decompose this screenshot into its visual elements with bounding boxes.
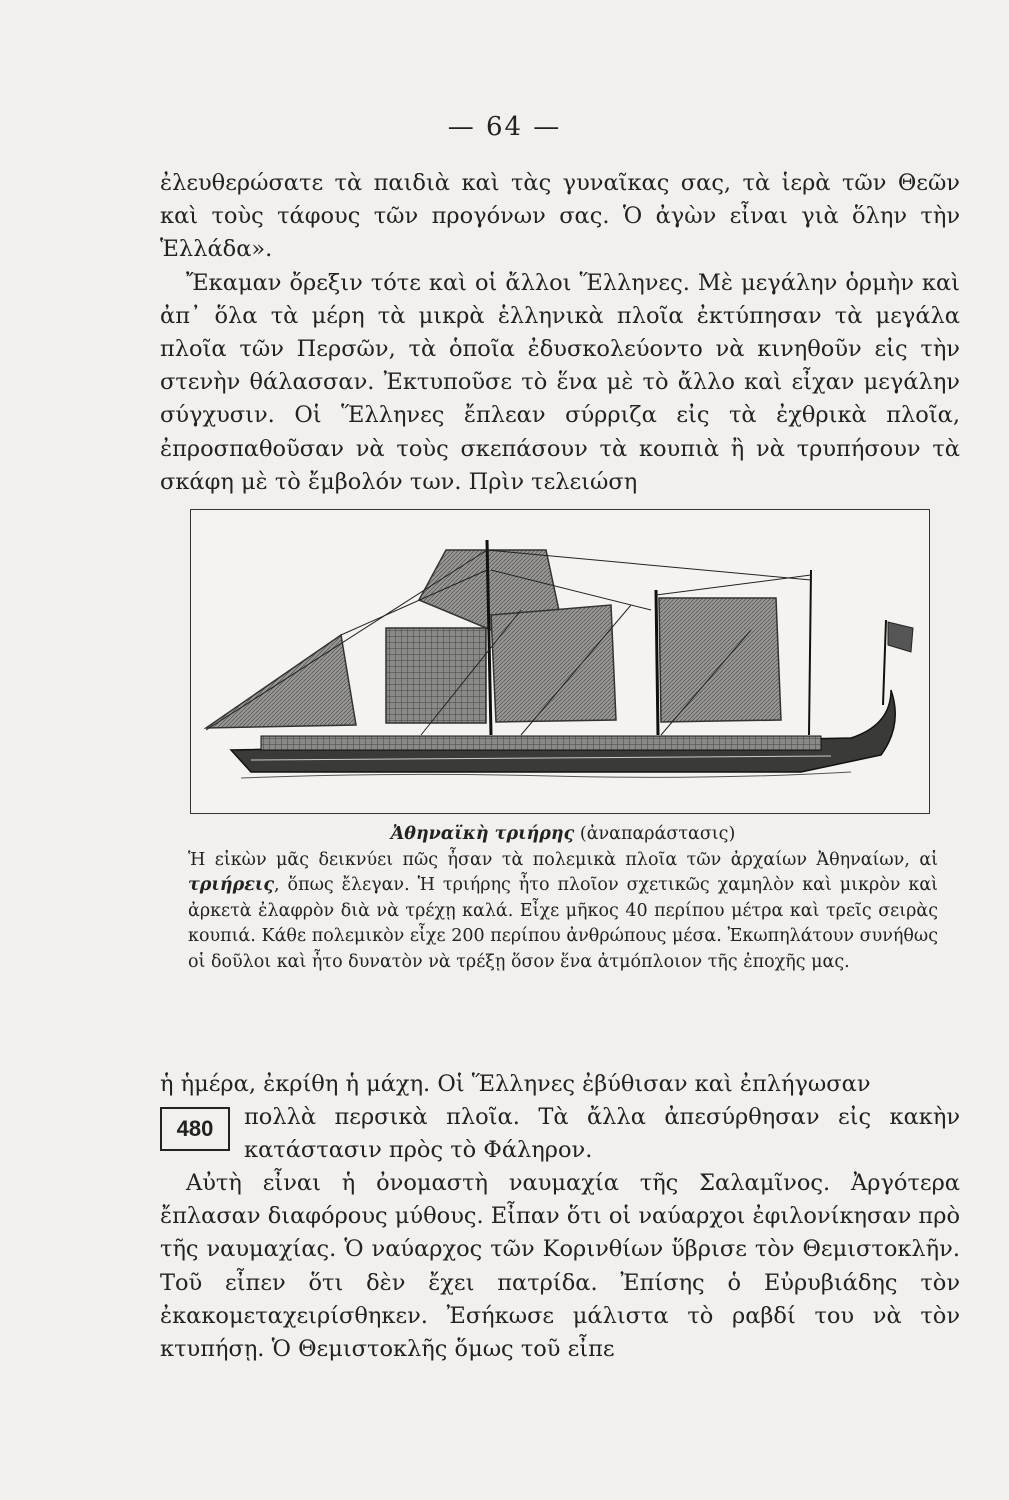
bottom-text xyxy=(160,1167,960,1366)
deck-rail xyxy=(261,736,821,750)
caption-body xyxy=(188,848,938,976)
caption-emphasis: τριήρεις xyxy=(188,875,275,896)
caption-title-note: (ἀναπαράστασις) xyxy=(579,824,736,844)
middle-sail xyxy=(491,605,616,722)
top-text xyxy=(160,167,960,499)
caption-title: Ἀθηναϊκὴ τριήρης xyxy=(390,824,575,844)
year-box: 480 xyxy=(160,1107,230,1151)
flag xyxy=(888,622,913,652)
caption-text-a: Ἡ εἰκὼν μᾶς δεικνύει πῶς ἦσαν τὰ πολεμικὰ πλοῖα τῶν ἀρχαίων Ἀθηναίων, αἱ xyxy=(188,849,938,870)
paragraph: Αὐτὴ εἶναι ἡ ὀνομαστὴ ναυμαχία τῆς Σαλαμῖνος. Ἀργότερα ἔπλασαν διαφόρους μύθους. Εἶπαν ὅτι οἱ ναύαρχοι ἐφιλονίκησαν πρὸ τῆς ναυμαχίας. Ὁ ναύαρχος τῶν Κορινθίων ὕβρισε τὸν Θεμιστοκλῆν. Τοῦ εἶπεν ὅτι δὲν ἔχει πατρίδα. Ἐπίσης ὁ Εὐρυβιάδης τὸν ἐκακομεταχειρίσθηκεν. Ἐσήκωσε μάλιστα τὸ ραβδί του νὰ τὸν κτυπήσῃ. Ὁ Θεμιστοκλῆς ὅμως τοῦ εἶπε xyxy=(160,1170,960,1363)
paragraph: Ἔκαμαν ὄρεξιν τότε καὶ οἱ ἄλλοι Ἕλληνες. Μὲ μεγάλην ὁρμὴν καὶ ἀπ᾽ ὅλα τὰ μέρη τὰ μικρὰ ἑλληνικὰ πλοῖα ἐκτύπησαν τὰ μεγάλα πλοῖα τῶν Περσῶν, τὰ ὁποῖα ἐδυσκολεύοντο νὰ κινηθοῦν εἰς τὴν στενὴν θάλασσαν. Ἐκτυποῦσε τὸ ἕνα μὲ τὸ ἄλλο καὶ εἶχαν μεγάλην σύγχυσιν. Οἱ Ἕλληνες ἔπλεαν σύρριζα εἰς τὰ ἐχθρικὰ πλοῖα, ἐπροσπαθοῦσαν νὰ τοὺς σκεπάσουν τὰ κουπιὰ ἢ νὰ τρυπήσουν τὰ σκάφη μὲ τὸ ἔμβολόν των. Πρὶν τελειώση xyxy=(160,269,960,495)
aft-mast xyxy=(656,590,658,735)
caption-text-b: , ὅπως ἔλεγαν. Ἡ τριήρης ἦτο πλοῖον σχετικῶς χαμηλὸν καὶ μικρὸν καὶ ἀρκετὰ ἐλαφρὸν διὰ νὰ τρέχῃ καλά. Εἶχε μῆκος 40 περίπου μέτρα καὶ τρεῖς σειρὰς κουπιά. Κάθε πολεμικὸν εἶχε 200 περίπου ἀνθρώπους μέσα. Ἐκωπηλάτουν συνήθως οἱ δοῦλοι καὶ ἦτο δυνατὸν νὰ τρέξῃ ὅσον ἕνα ἀτμόπλοιον τῆς ἐποχῆς μας. xyxy=(188,875,938,972)
water-line xyxy=(241,772,851,778)
caption-title-line xyxy=(188,822,938,848)
boxed-text xyxy=(244,1101,960,1167)
figure-caption xyxy=(188,822,938,976)
trireme-drawing xyxy=(191,510,931,815)
paragraph: ἐλευθερώσατε τὰ παιδιὰ καὶ τὰς γυναῖκας σας, τὰ ἱερὰ τῶν Θεῶν καὶ τοὺς τάφους τῶν προγόνων σας. Ὁ ἀγὼν εἶναι γιὰ ὅλην τὴν Ἑλλάδα». xyxy=(160,170,960,263)
aft-sail xyxy=(659,598,781,722)
bottom-text-line xyxy=(160,1068,960,1101)
main-sail xyxy=(386,628,486,723)
page-number: — 64 — xyxy=(447,112,562,142)
flag-pole xyxy=(883,620,886,705)
paragraph: πολλὰ περσικὰ πλοῖα. Τὰ ἄλλα ἀπεσύρθησαν εἰς κακὴν κατάστασιν πρὸς τὸ Φάληρον. xyxy=(244,1104,960,1164)
rear-mast xyxy=(809,570,811,735)
trireme-illustration xyxy=(190,509,930,814)
paragraph: ἡ ἡμέρα, ἐκρίθη ἡ μάχη. Οἱ Ἕλληνες ἐβύθισαν καὶ ἐπλήγωσαν xyxy=(160,1071,871,1097)
